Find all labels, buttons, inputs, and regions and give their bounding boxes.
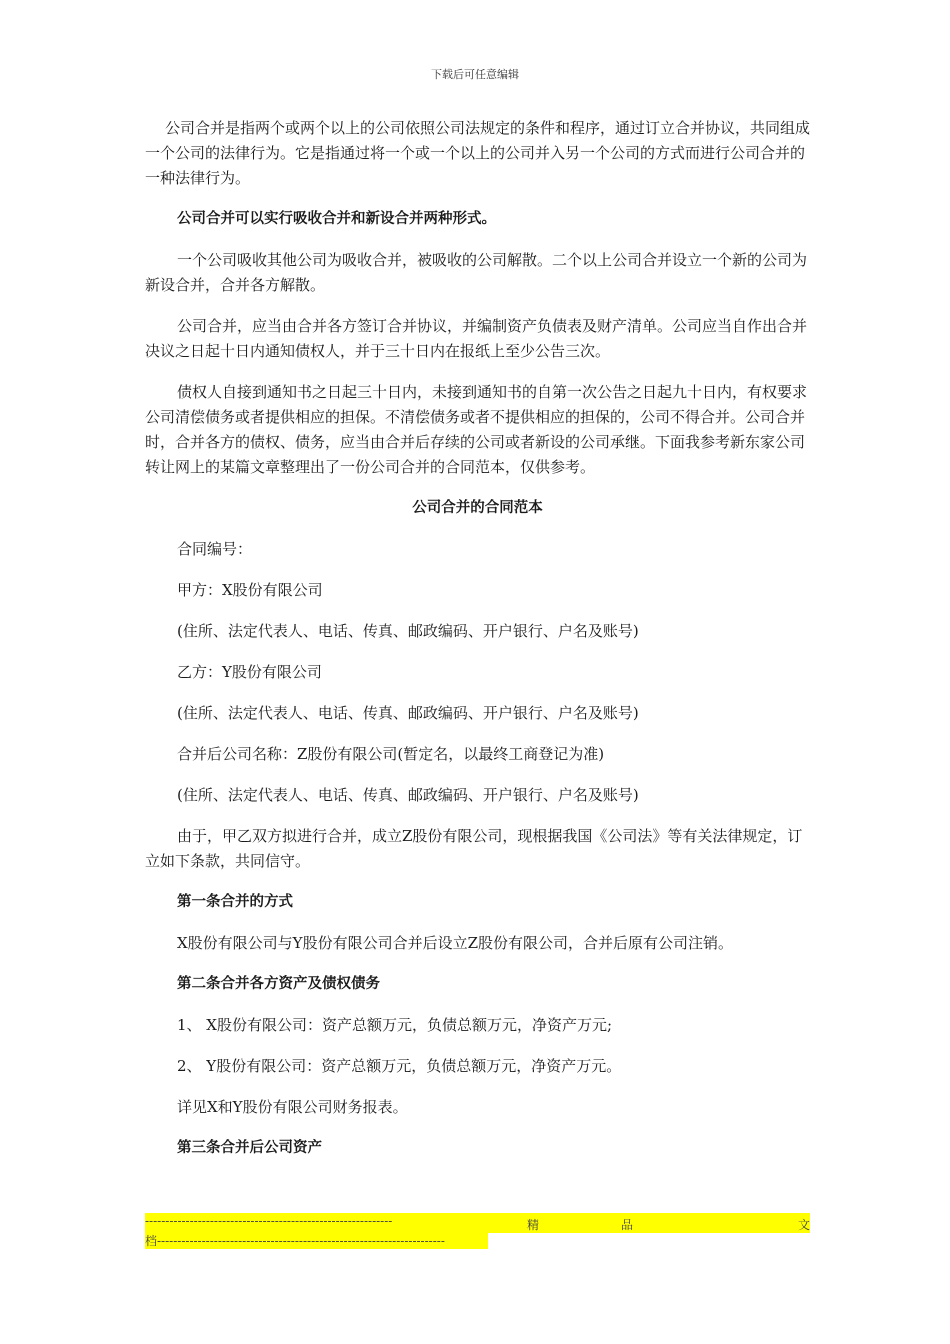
article-1-text: X股份有限公司与Y股份有限公司合并后设立Z股份有限公司，合并后原有公司注销。: [177, 934, 734, 952]
party-a-details: (住所、法定代表人、电话、传真、邮政编码、开户银行、户名及账号): [177, 622, 639, 640]
merged-company-name: 合并后公司名称：Z股份有限公司(暂定名，以最终工商登记为准): [177, 745, 605, 763]
creditor-paragraph: 债权人自接到通知书之日起三十日内，未接到通知书的自第一次公告之日起九十日内，有权要求公司清偿债务或者提供相应的担保。不清偿债务或者不提供相应的担保的，公司不得合并。公司合并时，合并各方的债权、债务，应当由合并后存续的公司或者新设的公司承继。下面我参考新东家公司转让网上的某篇文章整理出了一份公司合并的合同范本，仅供参考。: [145, 383, 808, 476]
footer-word-3: 文: [797, 1218, 810, 1232]
article-1-heading: 第一条合并的方式: [177, 894, 293, 910]
footer-word-2: 品: [621, 1218, 634, 1232]
footer-word-1: 精: [526, 1218, 539, 1232]
contract-title: 公司合并的合同范本: [412, 500, 543, 516]
article-2-item-1: 1、 X股份有限公司：资产总额万元，负债总额万元，净资产万元;: [177, 1016, 613, 1034]
procedure-paragraph: 公司合并，应当由合并各方签订合并协议，并编制资产负债表及财产清单。公司应当自作出合并决议之日起十日内通知债权人，并于三十日内在报纸上至少公告三次。: [145, 317, 808, 360]
party-b: 乙方：Y股份有限公司: [177, 663, 322, 681]
party-b-details: (住所、法定代表人、电话、传真、邮政编码、开户银行、户名及账号): [177, 704, 639, 722]
footer-dashes-left: -------------------------------------------------------------: [145, 1214, 393, 1228]
footer-line-2: 档-----------------------------------------------------------------------: [145, 1233, 488, 1249]
merged-company-details: (住所、法定代表人、电话、传真、邮政编码、开户银行、户名及账号): [177, 786, 639, 804]
contract-number: 合同编号：: [177, 540, 253, 558]
page-header: 下载后可任意编辑: [431, 68, 519, 81]
article-2-heading: 第二条合并各方资产及债权债务: [177, 976, 380, 992]
party-a: 甲方：X股份有限公司: [177, 581, 323, 599]
document-body: [145, 116, 810, 1177]
article-2-note: 详见X和Y股份有限公司财务报表。: [177, 1098, 408, 1116]
footer-line-1: [145, 1213, 810, 1233]
article-2-item-2: 2、 Y股份有限公司：资产总额万元，负债总额万元，净资产万元。: [177, 1057, 622, 1075]
article-3-heading: 第三条合并后公司资产: [177, 1140, 322, 1156]
page-footer: [145, 1213, 810, 1253]
preamble-paragraph: 由于，甲乙双方拟进行合并，成立Z股份有限公司，现根据我国《公司法》等有关法律规定，订立如下条款，共同信守。: [145, 827, 803, 870]
intro-paragraph: 公司合并是指两个或两个以上的公司依照公司法规定的条件和程序，通过订立合并协议，共同组成一个公司的法律行为。它是指通过将一个或一个以上的公司并入另一个公司的方式而进行公司合并的一种法律行为。: [145, 119, 811, 187]
forms-heading: 公司合并可以实行吸收合并和新设合并两种形式。: [177, 211, 496, 227]
merger-types-paragraph: 一个公司吸收其他公司为吸收合并，被吸收的公司解散。二个以上公司合并设立一个新的公司为新设合并，合并各方解散。: [145, 251, 808, 294]
